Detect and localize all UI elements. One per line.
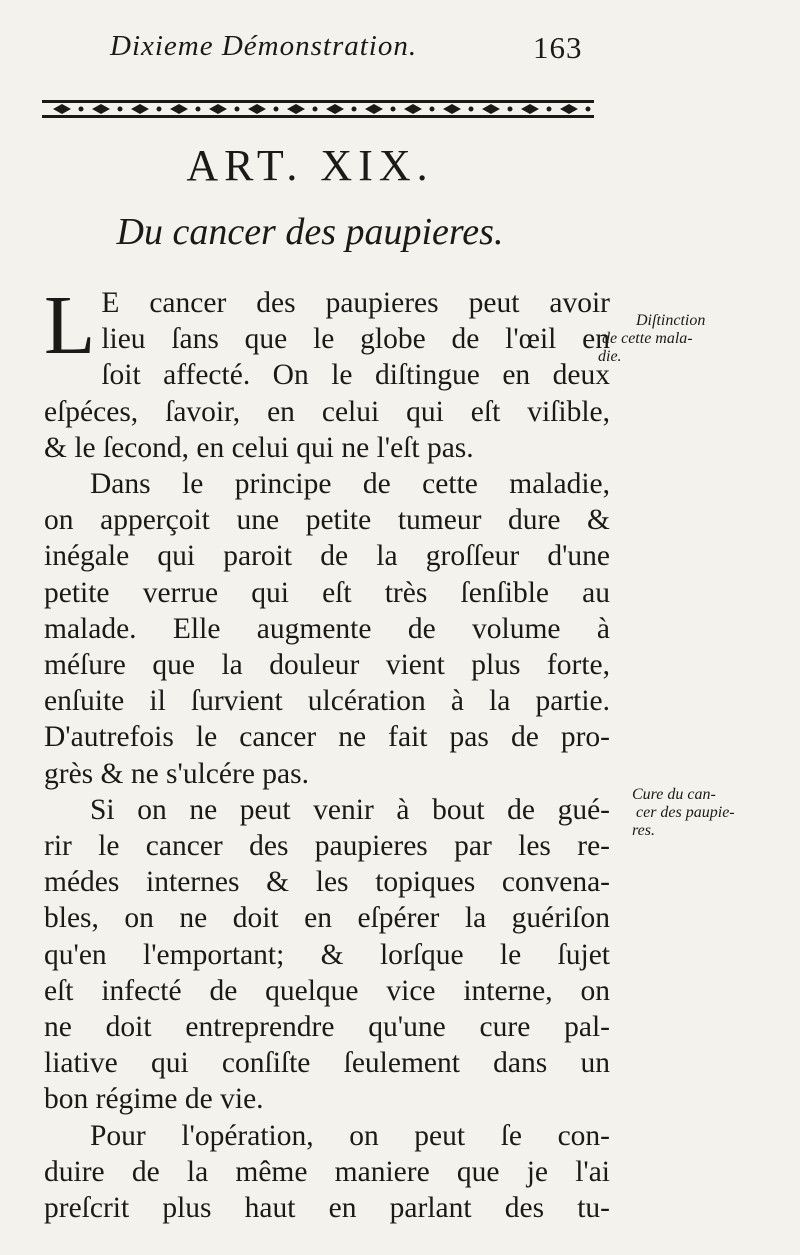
article-subtitle: Du cancer des paupieres.	[116, 211, 504, 253]
ornament-dot	[391, 107, 396, 112]
text-line: rir le cancer des paupieres par les re-	[44, 830, 610, 863]
page-number: 163	[533, 30, 583, 65]
text-line: on apperçoit une petite tumeur dure &	[44, 504, 610, 537]
margin-note-distinction	[598, 312, 762, 366]
paragraph-4	[44, 1118, 610, 1227]
text-line: inégale qui paroit de la groſſeur d'une	[44, 540, 610, 573]
text-line: lieu ſans que le globe de l'œil en	[101, 323, 610, 356]
article-number: ART. XIX.	[186, 141, 434, 190]
ornament-motif	[404, 104, 422, 114]
text-line: preſcrit plus haut en parlant des tu-	[44, 1192, 610, 1225]
ornament-motif	[443, 104, 461, 114]
ornament-dot	[352, 107, 357, 112]
ornament-motif	[170, 104, 188, 114]
running-header	[110, 30, 610, 63]
ornament-dot	[79, 107, 84, 112]
ornament-dot	[157, 107, 162, 112]
text-line: Si on ne peut venir à bout de gué-	[90, 793, 610, 826]
paragraph-1	[44, 279, 610, 466]
text-line: enſuite il ſurvient ulcération à la partie.	[44, 685, 610, 718]
text-line: eſpéces, ſavoir, en celui qui eſt viſible,	[44, 395, 610, 428]
ornament-dot	[586, 107, 591, 112]
ornament-motif	[248, 104, 266, 114]
ornament-motif	[365, 104, 383, 114]
margin-note-line: Cure du can-	[632, 786, 716, 803]
body-text	[44, 279, 610, 1226]
ornament-motif	[560, 104, 578, 114]
text-line: bon régime de vie.	[44, 1083, 264, 1116]
ornament-dot	[313, 107, 318, 112]
paragraph-3	[44, 792, 610, 1118]
running-header-title: Dixieme Démonstration.	[110, 30, 418, 62]
ornament-motif	[53, 104, 71, 114]
text-line: malade. Elle augmente de volume à	[44, 612, 610, 645]
text-line: méſure que la douleur vient plus forte,	[44, 649, 610, 682]
ornament-motif	[482, 104, 500, 114]
text-line: duire de la même maniere que je l'ai	[44, 1155, 610, 1188]
ornament-motif	[131, 104, 149, 114]
text-line: Dans le principe de cette maladie,	[90, 468, 610, 501]
drop-cap: L	[44, 279, 96, 372]
text-line: médes internes & les topiques convena-	[44, 866, 610, 899]
ornamental-rule	[42, 96, 594, 122]
ornament-dot	[118, 107, 123, 112]
ornament-dot	[547, 107, 552, 112]
text-line: eſt infecté de quelque vice interne, on	[44, 974, 610, 1007]
margin-note-line: Diſtinction	[636, 312, 706, 329]
ornament-dot	[469, 107, 474, 112]
ornament-motif	[287, 104, 305, 114]
margin-note-line: die.	[598, 348, 622, 365]
text-line: bles, on ne doit en eſpérer la guériſon	[44, 902, 610, 935]
text-line: ſoit affecté. On le diſtingue en deux	[101, 359, 610, 392]
margin-note-line: res.	[632, 822, 655, 839]
ornament-dot	[430, 107, 435, 112]
text-line: qu'en l'emportant; & lorſque le ſujet	[44, 938, 610, 971]
margin-note-cure	[632, 786, 792, 840]
text-line: ne doit entreprendre qu'une cure pal-	[44, 1011, 610, 1044]
text-line: D'autrefois le cancer ne fait pas de pro-	[44, 721, 610, 754]
ornament-dot	[508, 107, 513, 112]
ornament-dot	[235, 107, 240, 112]
margin-note-line: cer des paupie-	[636, 804, 735, 821]
text-line: petite verrue qui eſt très ſenſible au	[44, 576, 610, 609]
ornament-dot	[274, 107, 279, 112]
text-line: liative qui conſiſte ſeulement dans un	[44, 1047, 610, 1080]
ornament-dot	[196, 107, 201, 112]
text-line: grès & ne s'ulcére pas.	[44, 757, 309, 790]
text-line: & le ſecond, en celui qui ne l'eſt pas.	[44, 431, 474, 464]
text-line: E cancer des paupieres peut avoir	[101, 287, 610, 319]
ornament-motif	[92, 104, 110, 114]
margin-note-line: de cette mala-	[602, 330, 693, 347]
ornament-motif	[521, 104, 539, 114]
paragraph-2	[44, 466, 610, 792]
text-line: Pour l'opération, on peut ſe con-	[90, 1119, 610, 1152]
ornament-motif	[326, 104, 344, 114]
ornament-motif	[209, 104, 227, 114]
